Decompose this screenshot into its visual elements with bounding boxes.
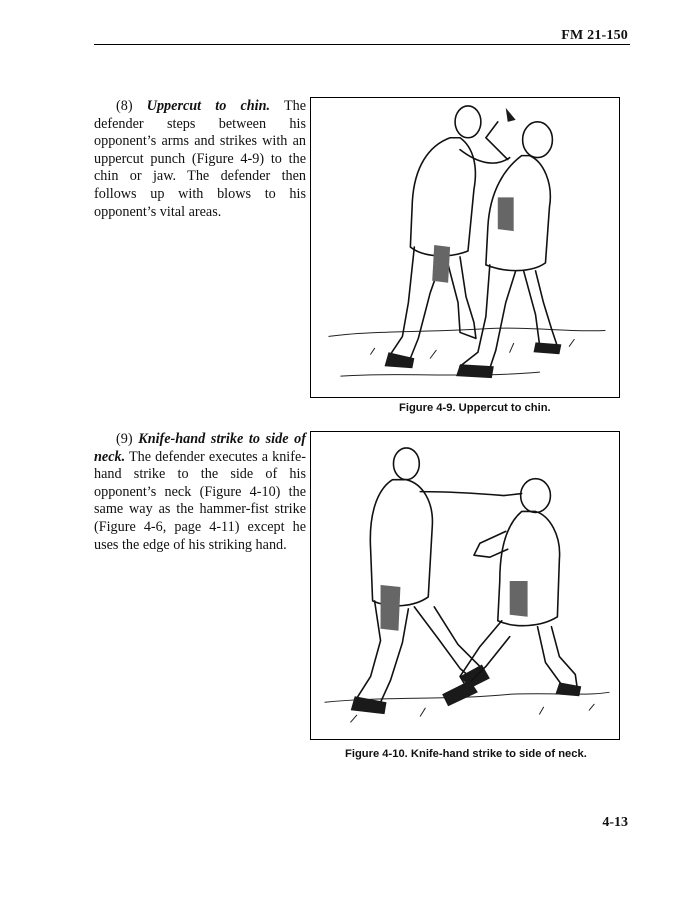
uppercut-drawing (311, 98, 619, 397)
paragraph-body: The defender executes a knife-hand strike to the side of his opponent’s neck (Figure 4-10) the same way as the hammer-fist strike (Figure 4-6, page 4-11) except he uses the edge of his striking hand. (94, 448, 306, 553)
paragraph-title: Uppercut to chin. (146, 98, 271, 114)
header-rule (94, 44, 630, 45)
paragraph-uppercut (94, 98, 306, 221)
page-number: 4-13 (602, 815, 628, 830)
figure-caption: Figure 4-9. Uppercut to chin. (399, 402, 551, 414)
paragraph-number: (8) (116, 98, 133, 114)
paragraph-number: (9) (116, 431, 133, 447)
manual-id: FM 21-150 (561, 28, 628, 43)
figure-caption: Figure 4-10. Knife-hand strike to side of neck. (345, 748, 587, 760)
paragraph-title: Knife-hand strike to side of neck. (94, 431, 306, 465)
paragraph-body: The defender steps between his opponent’s arms and strikes with an uppercut punch (Figure 4-9) to the chin or jaw. The defender then follows up with blows to his opponent’s vital areas. (94, 98, 306, 220)
knife-hand-drawing (311, 432, 619, 739)
figure-knife-hand-illustration (310, 431, 620, 740)
figure-uppercut-illustration (310, 97, 620, 398)
paragraph-knife-hand (94, 431, 306, 554)
